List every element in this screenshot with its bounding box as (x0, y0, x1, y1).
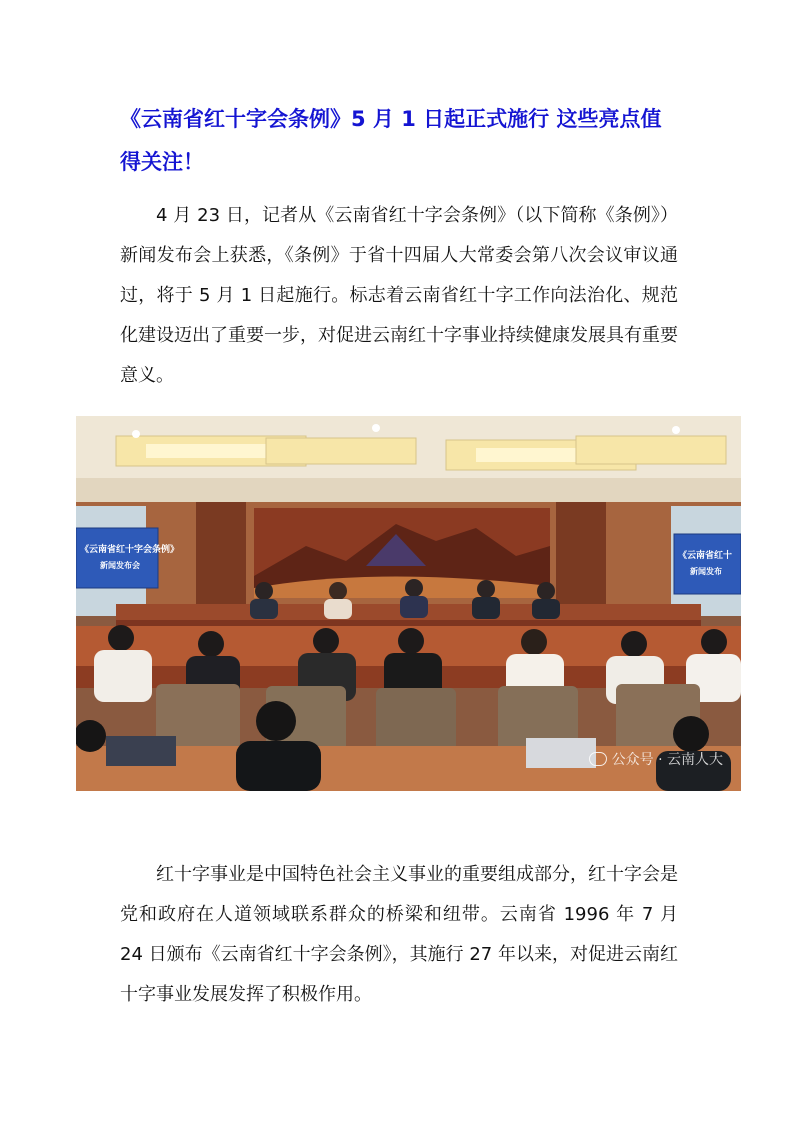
wechat-icon (589, 752, 607, 766)
left-screen-title: 《云南省红十字会条例》 (80, 545, 180, 555)
left-screen-subtitle: 新闻发布会 (100, 561, 140, 570)
article-paragraph-1 (120, 196, 678, 396)
photo-illustration (76, 416, 741, 791)
photo-watermark (589, 749, 723, 769)
right-screen-title: 《云南省红十 (678, 551, 733, 561)
paragraph-1-text: 4 月 23 日，记者从《云南省红十字会条例》（以下简称《条例》）新闻发布会上获悉，《条例》于省十四届人大常委会第八次会议审议通过，将于 5 月 1 日起施行。标志着云南省红十字工作向法治化、规范化建设迈出了重要一步，对促进云南红十字事业持续健康发展具有重要意义。 (120, 205, 678, 386)
right-screen-subtitle: 新闻发布 (690, 567, 722, 576)
article-title: 《云南省红十字会条例》5 月 1 日起正式施行 这些亮点值得关注！ (120, 107, 662, 174)
paragraph-2-text: 红十字事业是中国特色社会主义事业的重要组成部分，红十字会是党和政府在人道领域联系群众的桥梁和纽带。云南省 1996 年 7 月 24 日颁布《云南省红十字会条例》，其施行 27 年以来，对促进云南红十字事业发展发挥了积极作用。 (120, 864, 678, 1005)
press-conference-photo (76, 416, 741, 791)
watermark-text: 公众号 · 云南人大 (611, 752, 723, 768)
article-paragraph-2 (120, 855, 678, 1015)
